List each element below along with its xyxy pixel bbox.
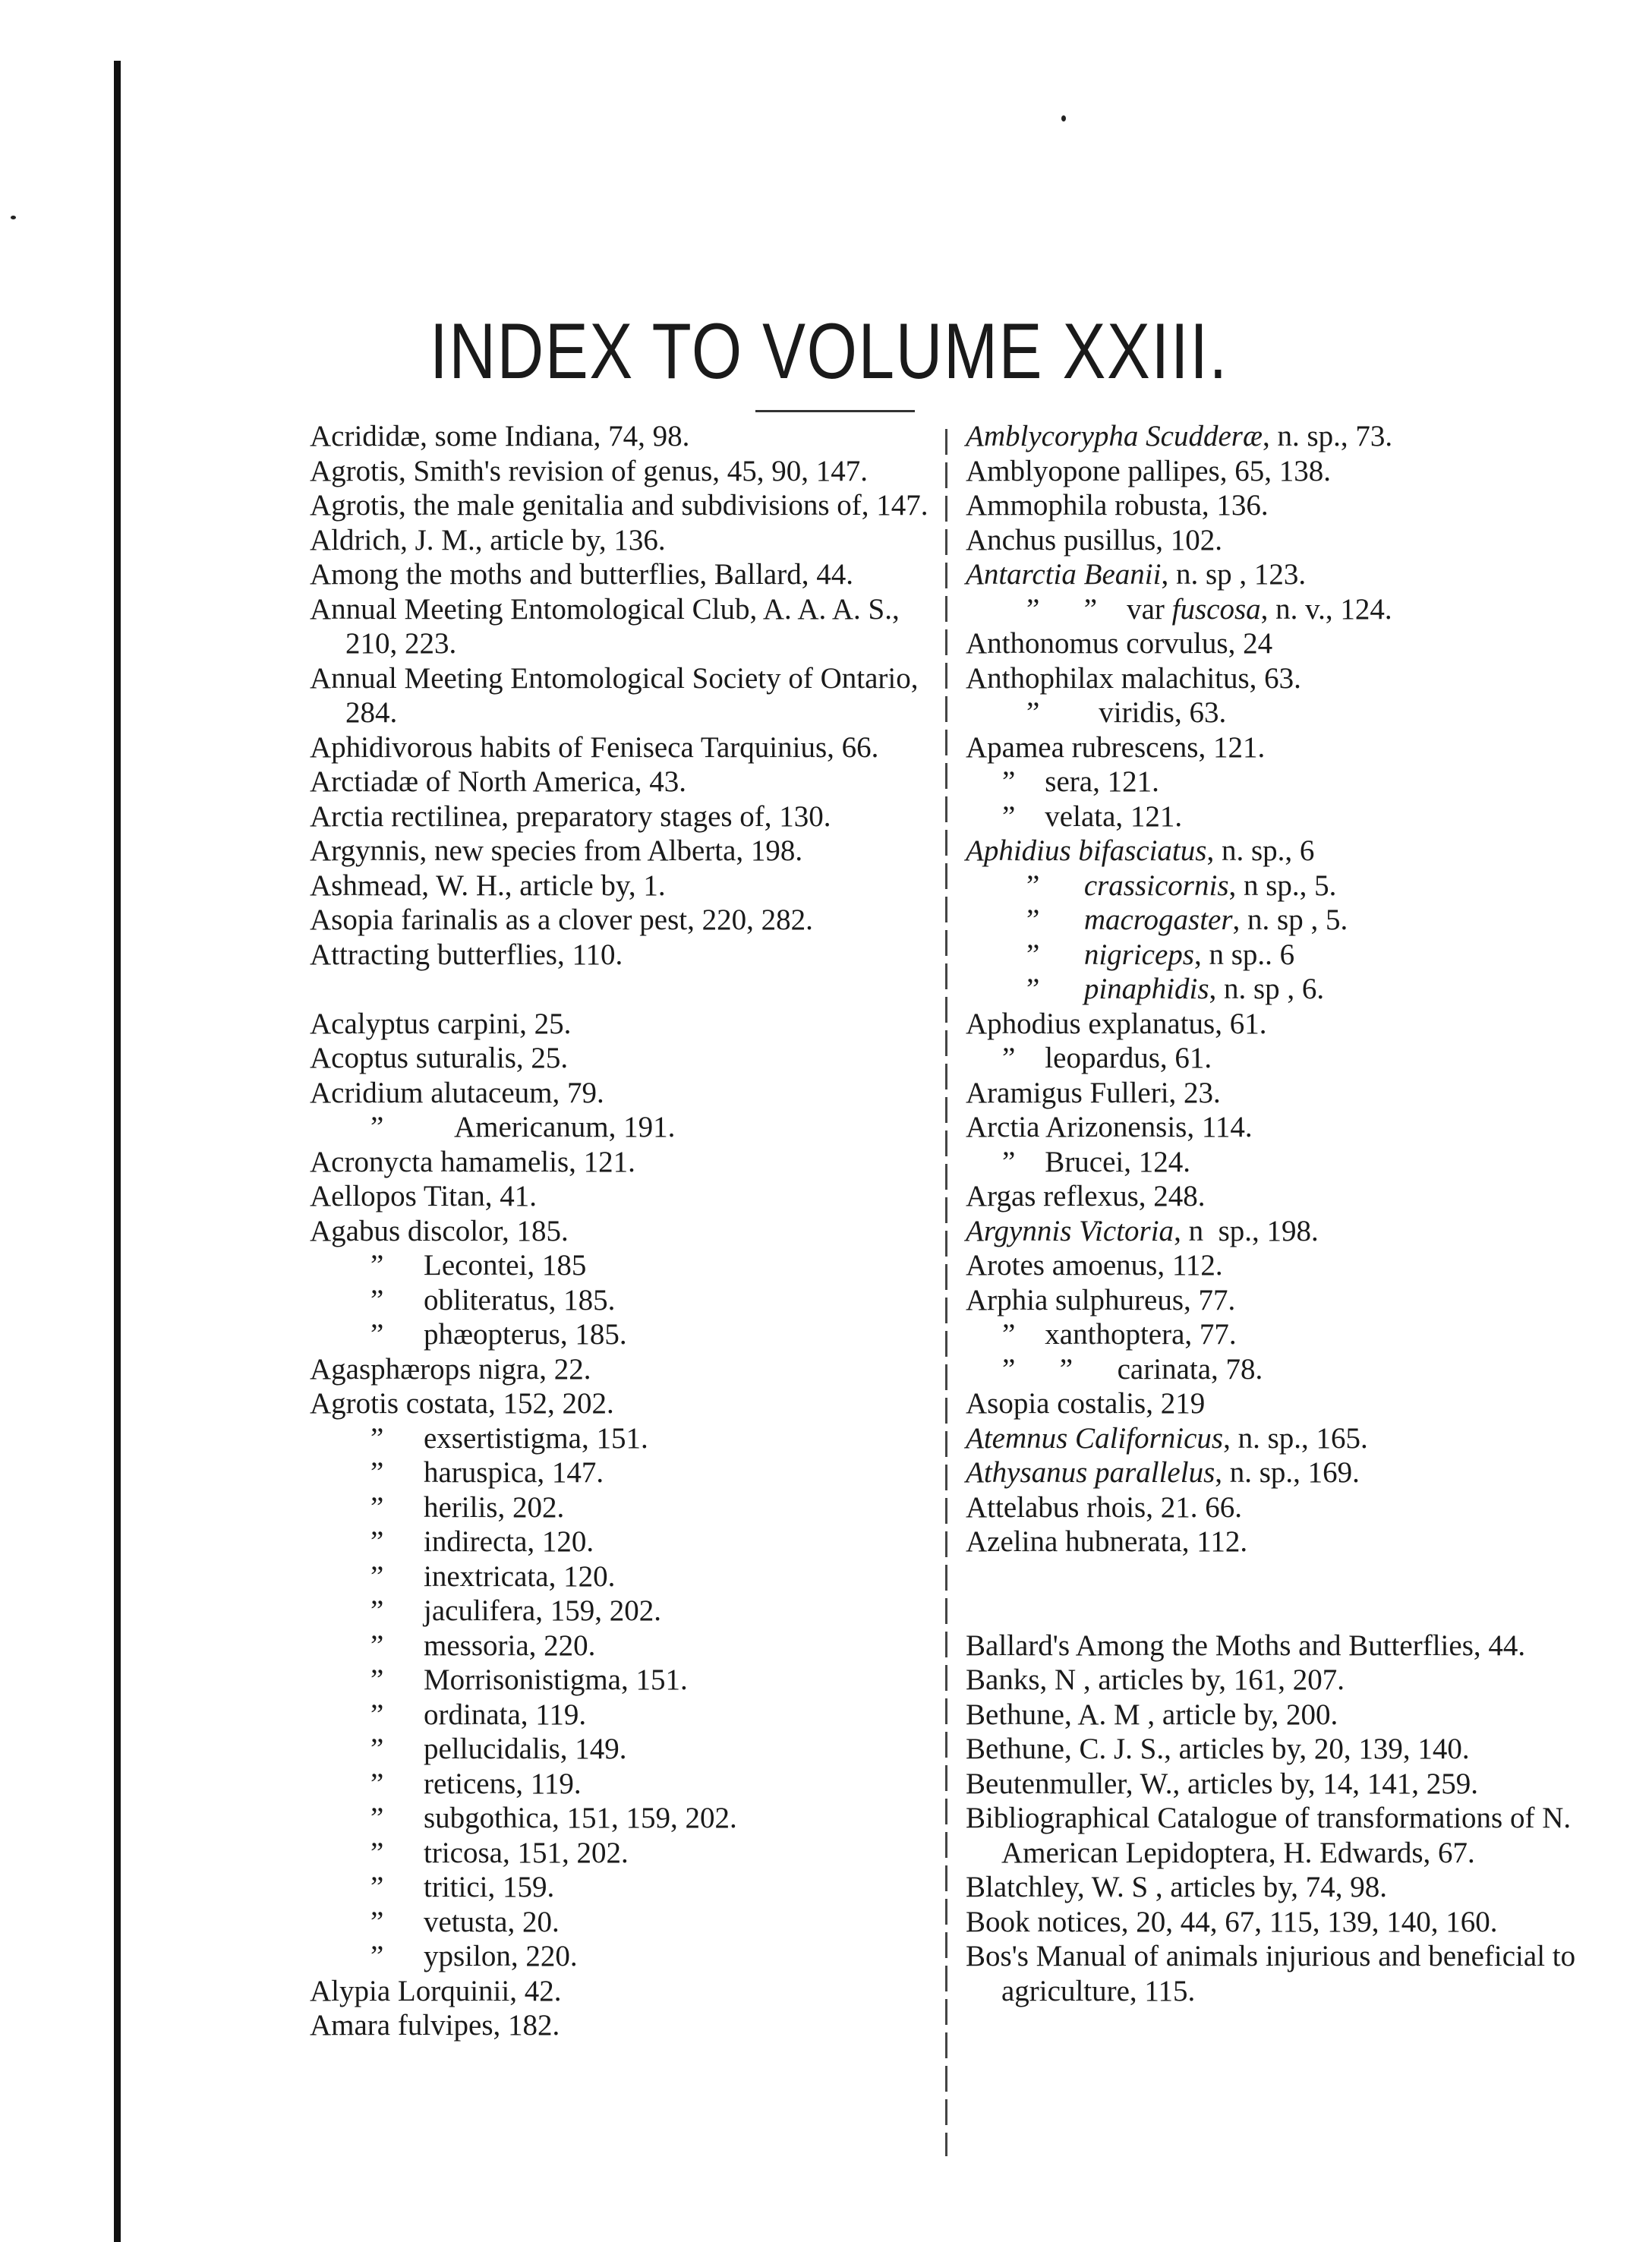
index-column-right xyxy=(966,419,1583,2008)
ditto-mark: ” xyxy=(370,1836,384,1869)
index-entry xyxy=(966,1041,1578,1076)
index-entry xyxy=(310,1007,929,1042)
index-entry xyxy=(966,1629,1578,1663)
index-entry xyxy=(310,1732,929,1767)
index-entry-text: ” viridis, 63. xyxy=(1026,696,1227,729)
index-entry-text: Attracting butterflies, 110. xyxy=(310,938,623,971)
index-entry xyxy=(966,1317,1578,1352)
index-entry xyxy=(966,834,1578,869)
index-entry-text: , n. sp , 123. xyxy=(1161,558,1307,591)
index-entry-text: subgothica, 151, 159, 202. xyxy=(424,1802,737,1834)
ditto-mark: ” xyxy=(370,1525,384,1558)
index-entry-text: Arctiadæ of North America, 43. xyxy=(310,765,687,798)
index-entry-italic: fuscosa xyxy=(1171,592,1261,626)
index-entry xyxy=(966,1076,1578,1111)
index-entry-text: Argas reflexus, 248. xyxy=(966,1180,1206,1212)
index-entry-text: Ballard's Among the Moths and Butterflies, 44. xyxy=(966,1629,1526,1662)
ditto-mark: ” xyxy=(370,1767,384,1800)
title-rule xyxy=(755,410,915,412)
ditto-mark: ” xyxy=(370,1733,384,1765)
index-entry-text: ” Brucei, 124. xyxy=(1002,1145,1191,1178)
index-entry-text: Bibliographical Catalogue of transformations of N. American Lepidoptera, H. Edwards, 67. xyxy=(966,1802,1577,1869)
index-entry-italic: macrogaster xyxy=(1083,903,1233,936)
index-entry-text: Aramigus Fulleri, 23. xyxy=(966,1076,1221,1109)
index-entry-text: Banks, N , articles by, 161, 207. xyxy=(966,1663,1345,1696)
index-entry xyxy=(966,1905,1578,1940)
index-entry-text: indirecta, 120. xyxy=(424,1525,594,1558)
index-entry xyxy=(310,938,929,973)
index-entry-text: Morrisonistigma, 151. xyxy=(424,1663,688,1696)
index-entry xyxy=(310,1421,929,1456)
index-entry xyxy=(310,765,929,799)
index-entry xyxy=(310,2008,929,2043)
index-entry-text: Annual Meeting Entomological Society of Ontario, 284. xyxy=(310,661,919,729)
index-entry-text: , n. sp., 169. xyxy=(1215,1456,1360,1489)
ditto-mark: ” xyxy=(370,1629,384,1662)
index-entry xyxy=(966,1525,1578,1559)
index-entry-text: Bos's Manual of animals injurious and beneficial to agriculture, 115. xyxy=(966,1940,1583,2007)
ditto-mark: ” xyxy=(370,1283,384,1317)
index-entry xyxy=(966,419,1578,454)
index-entry-text: , n. sp., 6 xyxy=(1206,834,1315,867)
index-entry xyxy=(966,1732,1578,1767)
ditto-mark: ” xyxy=(370,1318,384,1351)
index-entry xyxy=(310,1767,929,1802)
index-entry-text: Attelabus rhois, 21. 66. xyxy=(966,1490,1242,1524)
index-column-left xyxy=(310,419,929,2043)
index-entry xyxy=(966,1421,1578,1456)
index-entry xyxy=(966,661,1578,696)
index-entry xyxy=(966,1248,1578,1283)
index-entry-text: Blatchley, W. S , articles by, 74, 98. xyxy=(966,1871,1387,1903)
index-entry xyxy=(310,1663,929,1698)
index-entry xyxy=(310,799,929,834)
index-entry-italic: Argynnis Victoria xyxy=(966,1214,1174,1247)
ditto-mark: ” xyxy=(370,1421,384,1455)
index-entry xyxy=(310,1870,929,1905)
index-entry xyxy=(310,1076,929,1111)
index-entry xyxy=(966,1145,1578,1180)
index-entry xyxy=(966,1698,1578,1733)
index-entry-text: Anthonomus corvulus, 24 xyxy=(966,627,1273,660)
index-entry-italic: nigriceps xyxy=(1083,938,1194,971)
index-entry-text: messoria, 220. xyxy=(424,1629,596,1662)
index-entry xyxy=(966,730,1578,765)
index-entry-text: phæopterus, 185. xyxy=(424,1318,627,1351)
index-entry-text: Aellopos Titan, 41. xyxy=(310,1180,538,1212)
index-entry xyxy=(966,938,1578,973)
index-entry-text: Agrotis, Smith's revision of genus, 45, 90, 147. xyxy=(310,454,869,487)
ditto-mark: ” xyxy=(370,1249,384,1282)
index-entry-text: , n sp.. 6 xyxy=(1193,938,1295,971)
ditto-mark: ” xyxy=(370,1940,384,1972)
index-entry-text: Alypia Lorquinii, 42. xyxy=(310,1974,562,2007)
index-entry-text: Arphia sulphureus, 77. xyxy=(966,1283,1236,1317)
index-entry xyxy=(310,592,929,661)
index-entry-text: Annual Meeting Entomological Club, A. A. A. S., 210, 223. xyxy=(310,592,900,660)
index-entry xyxy=(966,1352,1578,1387)
index-entry xyxy=(310,730,929,765)
index-entry xyxy=(310,1455,929,1490)
index-entry-italic: Aphidius bifasciatus xyxy=(966,834,1207,867)
column-divider xyxy=(945,429,947,2156)
ditto-mark: ” xyxy=(370,1490,384,1524)
index-entry-text: , n. v., 124. xyxy=(1260,592,1392,626)
index-entry xyxy=(310,1490,929,1525)
index-entry-text: tricosa, 151, 202. xyxy=(424,1836,629,1869)
index-entry xyxy=(966,1110,1578,1145)
index-entry-text: ” xyxy=(1026,938,1084,971)
index-entry xyxy=(310,454,929,489)
index-entry xyxy=(966,1939,1583,2008)
index-entry-text: vetusta, 20. xyxy=(424,1905,560,1938)
ditto-mark: ” xyxy=(370,1456,384,1489)
index-entry xyxy=(966,626,1578,661)
index-entry-text: haruspica, 147. xyxy=(424,1456,604,1489)
index-entry xyxy=(310,1179,929,1214)
index-entry-text: Beutenmuller, W., articles by, 14, 141, 259. xyxy=(966,1767,1479,1800)
index-entry xyxy=(310,1214,929,1249)
index-entry-text: ordinata, 119. xyxy=(424,1698,587,1731)
index-entry xyxy=(310,1525,929,1559)
index-entry-text: tritici, 159. xyxy=(424,1871,555,1903)
ditto-mark: ” xyxy=(370,1905,384,1938)
index-entry-text: Americanum, 191. xyxy=(454,1111,676,1143)
index-entry-italic: pinaphidis xyxy=(1083,973,1209,1005)
index-entry xyxy=(966,454,1578,489)
index-entry xyxy=(966,695,1578,730)
index-entry xyxy=(310,661,929,730)
index-entry-text: , n. sp., 165. xyxy=(1223,1421,1368,1455)
index-entry-text: inextricata, 120. xyxy=(424,1559,616,1593)
index-entry xyxy=(966,1214,1578,1249)
index-entry-text: ” ” var xyxy=(1026,592,1172,626)
index-entry-text: Ammophila robusta, 136. xyxy=(966,489,1269,522)
index-entry xyxy=(310,1974,929,2009)
index-entry xyxy=(966,1663,1578,1698)
index-entry-italic: crassicornis xyxy=(1083,869,1229,902)
page-title: INDEX TO VOLUME XXIII. xyxy=(430,307,1228,396)
index-entry-text: , n. sp., 73. xyxy=(1263,420,1393,452)
index-entry xyxy=(966,1283,1578,1318)
index-entry-text: Apamea rubrescens, 121. xyxy=(966,730,1266,764)
index-entry-text: Amara fulvipes, 182. xyxy=(310,2009,560,2042)
index-entry-text: Argynnis, new species from Alberta, 198. xyxy=(310,834,803,867)
index-entry-text: Bethune, C. J. S., articles by, 20, 139, 140. xyxy=(966,1733,1470,1765)
index-entry-text: ” xyxy=(1026,869,1084,902)
index-entry xyxy=(310,1248,929,1283)
ditto-mark: ” xyxy=(370,1559,384,1593)
index-entry xyxy=(966,1490,1578,1525)
index-entry xyxy=(310,1110,929,1145)
index-entry xyxy=(966,488,1578,523)
index-entry-text: Aphodius explanatus, 61. xyxy=(966,1007,1267,1040)
index-entry-text: Agabus discolor, 185. xyxy=(310,1214,569,1247)
index-entry-text: Agasphærops nigra, 22. xyxy=(310,1352,591,1386)
index-entry-text: Bethune, A. M , article by, 200. xyxy=(966,1698,1338,1731)
index-entry xyxy=(310,523,929,558)
index-entry-text: Acrididæ, some Indiana, 74, 98. xyxy=(310,420,690,452)
index-entry-text: Arctia Arizonensis, 114. xyxy=(966,1111,1253,1143)
index-entry-text: Anthophilax malachitus, 63. xyxy=(966,661,1301,695)
index-entry xyxy=(310,869,929,903)
index-entry xyxy=(966,1455,1578,1490)
index-entry xyxy=(310,1283,929,1318)
index-entry-italic: Amblycorypha Scudderæ xyxy=(966,420,1263,452)
index-entry-text: Arotes amoenus, 112. xyxy=(966,1249,1223,1282)
index-entry xyxy=(966,1179,1578,1214)
index-entry-italic: Athysanus parallelus xyxy=(966,1456,1215,1489)
index-entry xyxy=(966,557,1578,592)
index-entry-text: reticens, 119. xyxy=(424,1767,582,1800)
index-entry-text: Acronycta hamamelis, 121. xyxy=(310,1145,635,1178)
index-entry-text: ” ” carinata, 78. xyxy=(1002,1352,1263,1386)
index-entry xyxy=(966,972,1578,1007)
ditto-mark: ” xyxy=(370,1698,384,1731)
index-entry xyxy=(966,869,1578,903)
ditto-mark: ” xyxy=(370,1663,384,1696)
index-entry xyxy=(966,765,1578,799)
index-entry xyxy=(310,834,929,869)
index-entry xyxy=(310,1559,929,1594)
index-entry-text: Acoptus suturalis, 25. xyxy=(310,1042,569,1074)
index-entry xyxy=(310,419,929,454)
index-entry-text: Among the moths and butterflies, Ballard, 44. xyxy=(310,558,853,591)
scan-binding-edge xyxy=(114,61,121,2242)
index-gap xyxy=(966,1559,1578,1629)
index-entry-text: Lecontei, 185 xyxy=(424,1249,587,1282)
index-entry xyxy=(310,1594,929,1629)
index-entry-text: Book notices, 20, 44, 67, 115, 139, 140, 160. xyxy=(966,1905,1498,1938)
scan-speck xyxy=(1061,115,1066,121)
index-entry-text: ” xyxy=(1026,903,1084,936)
index-entry xyxy=(310,1698,929,1733)
index-entry xyxy=(966,1007,1578,1042)
index-entry-text: Asopia costalis, 219 xyxy=(966,1387,1206,1420)
index-entry-text: , n. sp , 6. xyxy=(1209,973,1325,1005)
index-entry xyxy=(966,1767,1578,1802)
index-entry xyxy=(310,1836,929,1871)
index-entry xyxy=(966,799,1578,834)
index-entry-text: Agrotis, the male genitalia and subdivisions of, 147. xyxy=(310,489,928,522)
index-entry-text: Aphidivorous habits of Feniseca Tarquinius, 66. xyxy=(310,730,879,764)
index-entry xyxy=(966,1386,1578,1421)
index-entry-text: ypsilon, 220. xyxy=(424,1940,578,1972)
index-entry xyxy=(310,1939,929,1974)
index-entry xyxy=(310,1905,929,1940)
index-entry xyxy=(310,1145,929,1180)
ditto-mark: ” xyxy=(370,1871,384,1903)
index-entry-text: Azelina hubnerata, 112. xyxy=(966,1525,1248,1558)
index-entry-text: Agrotis costata, 152, 202. xyxy=(310,1387,614,1420)
index-entry xyxy=(310,1317,929,1352)
index-entry-text: Acalyptus carpini, 25. xyxy=(310,1007,572,1040)
index-entry xyxy=(966,1801,1578,1870)
index-entry-text: Ashmead, W. H., article by, 1. xyxy=(310,869,666,902)
index-entry-text: ” sera, 121. xyxy=(1002,765,1159,798)
index-entry-text: obliteratus, 185. xyxy=(424,1283,616,1317)
index-entry-italic: Antarctia Beanii xyxy=(966,558,1162,591)
index-entry-text: Aldrich, J. M., article by, 136. xyxy=(310,523,666,557)
index-entry-text: ” leopardus, 61. xyxy=(1002,1042,1212,1074)
index-entry xyxy=(966,592,1578,627)
index-entry-text: Acridium alutaceum, 79. xyxy=(310,1076,604,1109)
index-entry-text: jaculifera, 159, 202. xyxy=(424,1594,661,1627)
index-entry xyxy=(310,1386,929,1421)
index-entry xyxy=(966,903,1578,938)
index-entry-text: , n. sp , 5. xyxy=(1232,903,1348,936)
index-entry-text: ” velata, 121. xyxy=(1002,799,1183,833)
index-entry-text: Anchus pusillus, 102. xyxy=(966,523,1223,557)
index-entry xyxy=(310,1041,929,1076)
index-entry-text: herilis, 202. xyxy=(424,1490,565,1524)
index-entry-text: , n sp., 198. xyxy=(1174,1214,1319,1247)
ditto-mark: ” xyxy=(370,1802,384,1834)
index-entry xyxy=(966,1870,1578,1905)
index-entry xyxy=(310,1352,929,1387)
index-entry-text: ” xanthoptera, 77. xyxy=(1002,1318,1237,1351)
index-entry-text: ” xyxy=(1026,973,1084,1005)
index-entry xyxy=(310,1801,929,1836)
index-entry xyxy=(966,523,1578,558)
index-entry xyxy=(310,903,929,938)
index-entry-text: , n sp., 5. xyxy=(1228,869,1337,902)
index-gap xyxy=(310,972,929,1007)
index-entry-italic: Atemnus Californicus xyxy=(966,1421,1224,1455)
index-entry xyxy=(310,1629,929,1663)
index-entry-text: Arctia rectilinea, preparatory stages of, 130. xyxy=(310,799,831,833)
index-entry-text: exsertistigma, 151. xyxy=(424,1421,648,1455)
ditto-mark: ” xyxy=(370,1111,384,1143)
index-entry-text: Amblyopone pallipes, 65, 138. xyxy=(966,454,1331,487)
index-entry xyxy=(310,557,929,592)
index-entry xyxy=(310,488,929,523)
index-entry-text: pellucidalis, 149. xyxy=(424,1733,627,1765)
scan-speck xyxy=(11,216,16,219)
ditto-mark: ” xyxy=(370,1594,384,1627)
index-entry-text: Asopia farinalis as a clover pest, 220, 282. xyxy=(310,903,813,936)
